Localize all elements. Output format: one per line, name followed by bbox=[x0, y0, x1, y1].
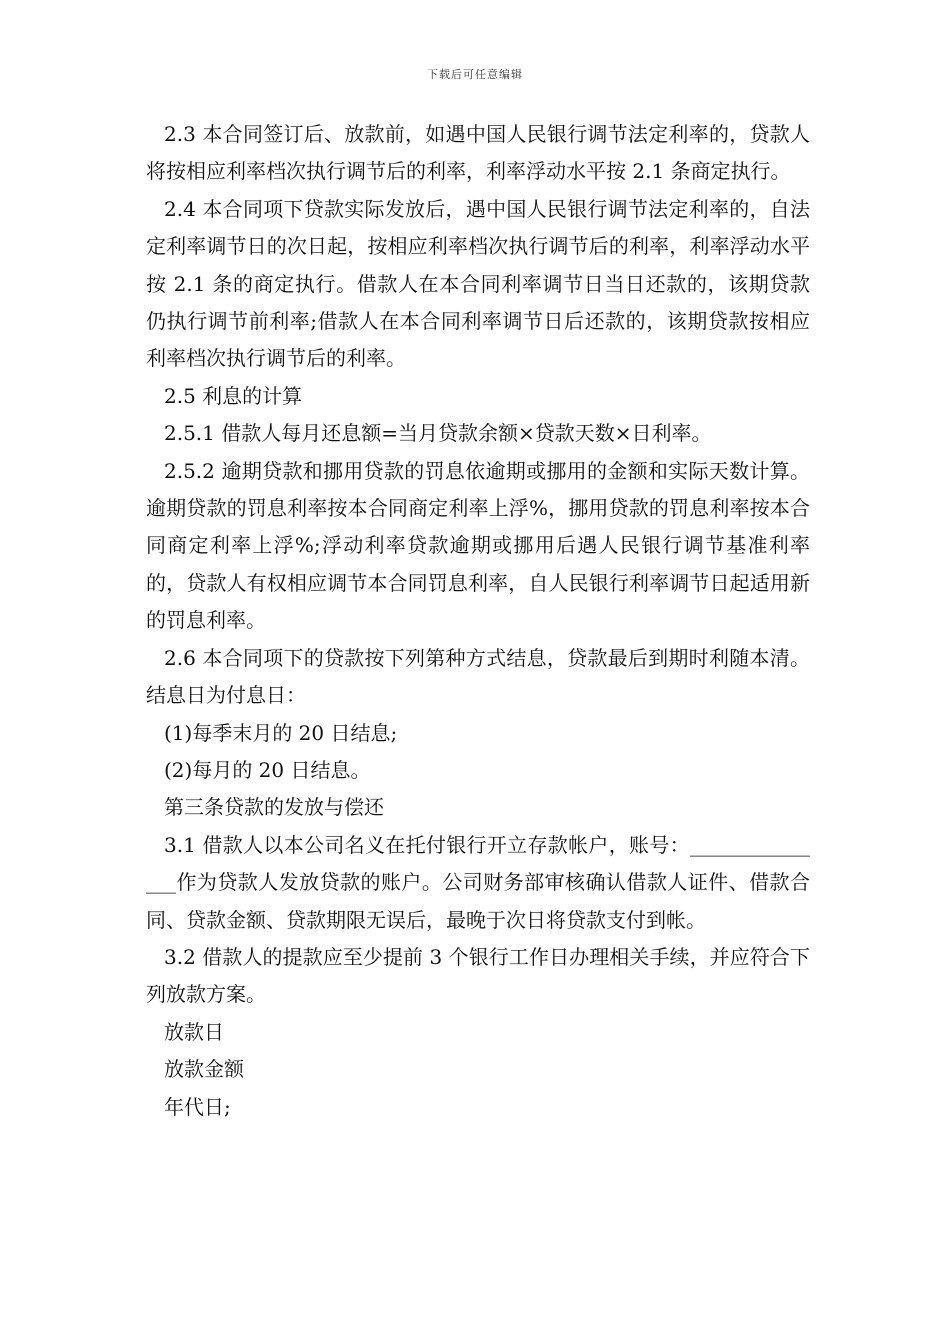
year-month-day-label: 年代日; bbox=[164, 1094, 231, 1119]
clause-3-2: 3.2 借款人的提款应至少提前 3 个银行工作日办理相关手续，并应符合下列放款方案。 bbox=[146, 944, 810, 1007]
clause-3-1: 3.1 借款人以本公司名义在托付银行开立存款帐户，账号：_______________作为贷款人发放贷款的账户。公司财务部审核确认借款人证件、借款合同、贷款金额、贷款期限无误后，最晚于次日将贷款支付到帐。 bbox=[146, 832, 810, 932]
option-1: (1)每季末月的 20 日结息; bbox=[164, 720, 398, 745]
disbursement-amount-label: 放款金额 bbox=[164, 1057, 244, 1082]
clause-2-3: 2.3 本合同签订后、放款前，如遇中国人民银行调节法定利率的，贷款人将按相应利率档次执行调节后的利率，利率浮动水平按 2.1 条商定执行。 bbox=[146, 122, 810, 184]
article-3-heading: 第三条贷款的发放与偿还 bbox=[164, 795, 384, 820]
clause-2-6: 2.6 本合同项下的贷款按下列第种方式结息，贷款最后到期时利随本清。结息日为付息日： bbox=[146, 645, 810, 708]
clause-2-5-heading: 2.5 利息的计算 bbox=[164, 383, 303, 408]
clause-2-5-1: 2.5.1 借款人每月还息额=当月贷款余额×贷款天数×日利率。 bbox=[164, 421, 712, 446]
clause-2-4: 2.4 本合同项下贷款实际发放后，遇中国人民银行调节法定利率的，自法定利率调节日的次日起，按相应利率档次执行调节后的利率，利率浮动水平按 2.1 条的商定执行。借款人在本合同利率调节日当日还款的，该期贷款仍执行调节前利率;借款人在本合同利率调节日后还款的，该期贷款按相应利率档次执行调节后的利率。 bbox=[146, 196, 810, 371]
option-2: (2)每月的 20 日结息。 bbox=[164, 757, 371, 782]
disbursement-date-label: 放款日 bbox=[164, 1019, 224, 1044]
clause-2-5-2: 2.5.2 逾期贷款和挪用贷款的罚息依逾期或挪用的金额和实际天数计算。逾期贷款的罚息利率按本合同商定利率上浮%，挪用贷款的罚息利率按本合同商定利率上浮%;浮动利率贷款逾期或挪用后遇人民银行调节基准利率的，贷款人有权相应调节本合同罚息利率，自人民银行利率调节日起适用新的罚息利率。 bbox=[146, 458, 810, 633]
document-body bbox=[146, 116, 810, 1126]
page-header: 下载后可任意编辑 bbox=[427, 68, 523, 81]
